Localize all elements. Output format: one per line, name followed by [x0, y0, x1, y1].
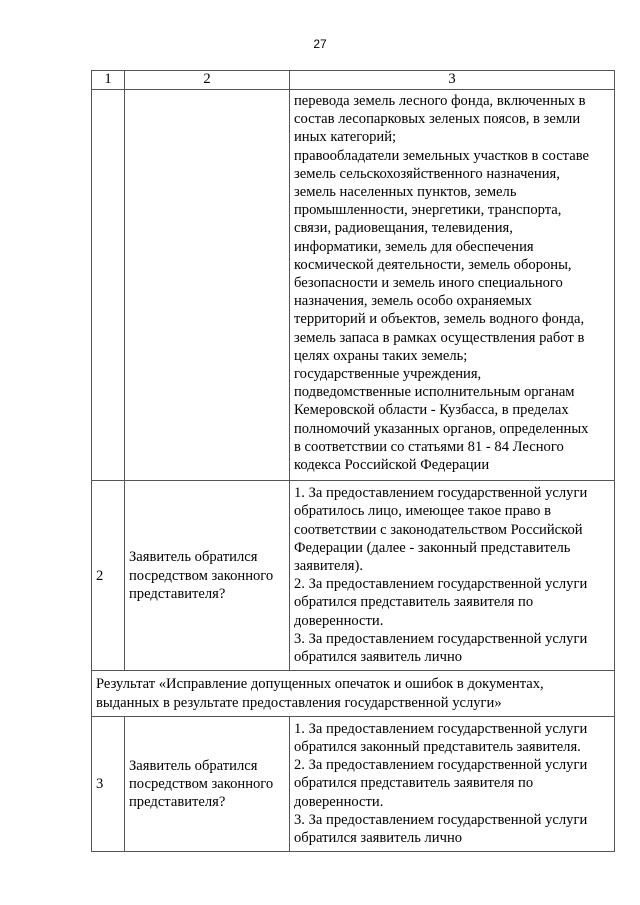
answer-line: заявителя).	[294, 558, 364, 575]
description-line: перевода земель лесного фонда, включенных в	[294, 93, 586, 109]
description-line: состав лесопарковых зеленых поясов, в земли	[294, 111, 581, 128]
description-line: иных категорий;	[294, 129, 397, 146]
answer-line: обратился заявитель лично	[294, 829, 463, 846]
description-line: земель запаса в рамках осуществления работ в	[294, 329, 585, 346]
result-heading-row	[92, 671, 615, 716]
description-line: целях охраны таких земель;	[294, 347, 468, 364]
row-number-cell: 3	[92, 716, 125, 851]
description-line: территорий и объектов, земель водного фонда,	[294, 311, 585, 328]
header-col-2: 2	[125, 71, 290, 90]
row-description-cell	[290, 90, 615, 481]
result-heading-line: Результат «Исправление допущенных опечаток и ошибок в документах,	[96, 676, 544, 693]
question-line: представителя?	[129, 585, 226, 602]
header-col-1: 1	[92, 71, 125, 90]
criteria-table	[91, 70, 615, 852]
table-header-row	[92, 71, 615, 90]
description-line: безопасности и земель иного специального	[294, 275, 563, 292]
answer-line: 2. За предоставлением государственной услуги	[294, 757, 588, 774]
description-line: земель сельскохозяйственного назначения,	[294, 165, 560, 182]
header-col-3: 3	[290, 71, 615, 90]
answer-line: доверенности.	[294, 793, 384, 810]
row-number-cell: 2	[92, 481, 125, 671]
answer-line: доверенности.	[294, 612, 384, 629]
description-line: земель населенных пунктов, земель	[294, 184, 517, 201]
answer-line: обратился представитель заявителя по	[294, 775, 534, 792]
answer-line: 3. За предоставлением государственной услуги	[294, 630, 588, 647]
description-line: назначения, земель особо охраняемых	[294, 293, 532, 310]
row-answers-cell	[290, 481, 615, 671]
page-number: 27	[313, 37, 327, 51]
question-line: представителя?	[129, 794, 226, 811]
row-question-cell	[125, 481, 290, 671]
answer-line: 1. За предоставлением государственной услуги	[294, 485, 588, 502]
answer-line: 1. За предоставлением государственной услуги	[294, 720, 588, 737]
description-line: информатики, земель для обеспечения	[294, 238, 534, 255]
row-question-cell	[125, 716, 290, 851]
result-heading-cell	[92, 671, 615, 716]
question-line: посредством законного	[129, 567, 274, 584]
answer-line: 3. За предоставлением государственной услуги	[294, 811, 588, 828]
description-line: подведомственные исполнительным органам	[294, 384, 575, 401]
row-number-cell	[92, 90, 125, 481]
table-row-continued	[92, 90, 615, 481]
description-line: кодекса Российской Федерации	[294, 457, 490, 474]
description-line: в соответствии со статьями 81 - 84 Лесного	[294, 438, 564, 455]
row-answers-cell	[290, 716, 615, 851]
answer-line: Федерации (далее - законный представитель	[294, 539, 571, 556]
table-row-3	[92, 716, 615, 851]
question-line: Заявитель обратился	[129, 549, 258, 566]
answer-line: обратилось лицо, имеющее такое право в	[294, 503, 551, 520]
answer-line: обратился законный представитель заявителя.	[294, 738, 581, 755]
question-line: посредством законного	[129, 775, 274, 792]
description-line: связи, радиовещания, телевидения,	[294, 220, 513, 237]
answer-line: обратился представитель заявителя по	[294, 594, 534, 611]
answer-line: соответствии с законодательством Российской	[294, 521, 583, 538]
table-row-2	[92, 481, 615, 671]
description-line: правообладатели земельных участков в составе	[294, 147, 589, 164]
description-line: полномочий указанных органов, определенных	[294, 420, 589, 437]
description-line: промышленности, энергетики, транспорта,	[294, 202, 562, 219]
answer-line: 2. За предоставлением государственной услуги	[294, 576, 588, 593]
answer-line: обратился заявитель лично	[294, 649, 463, 666]
row-question-cell	[125, 90, 290, 481]
question-line: Заявитель обратился	[129, 757, 258, 774]
description-line: Кемеровской области - Кузбасса, в пределах	[294, 402, 569, 419]
result-heading-line: выданных в результате предоставления государственной услуги»	[96, 694, 502, 711]
description-line: космической деятельности, земель обороны,	[294, 256, 572, 273]
description-line: государственные учреждения,	[294, 366, 482, 383]
